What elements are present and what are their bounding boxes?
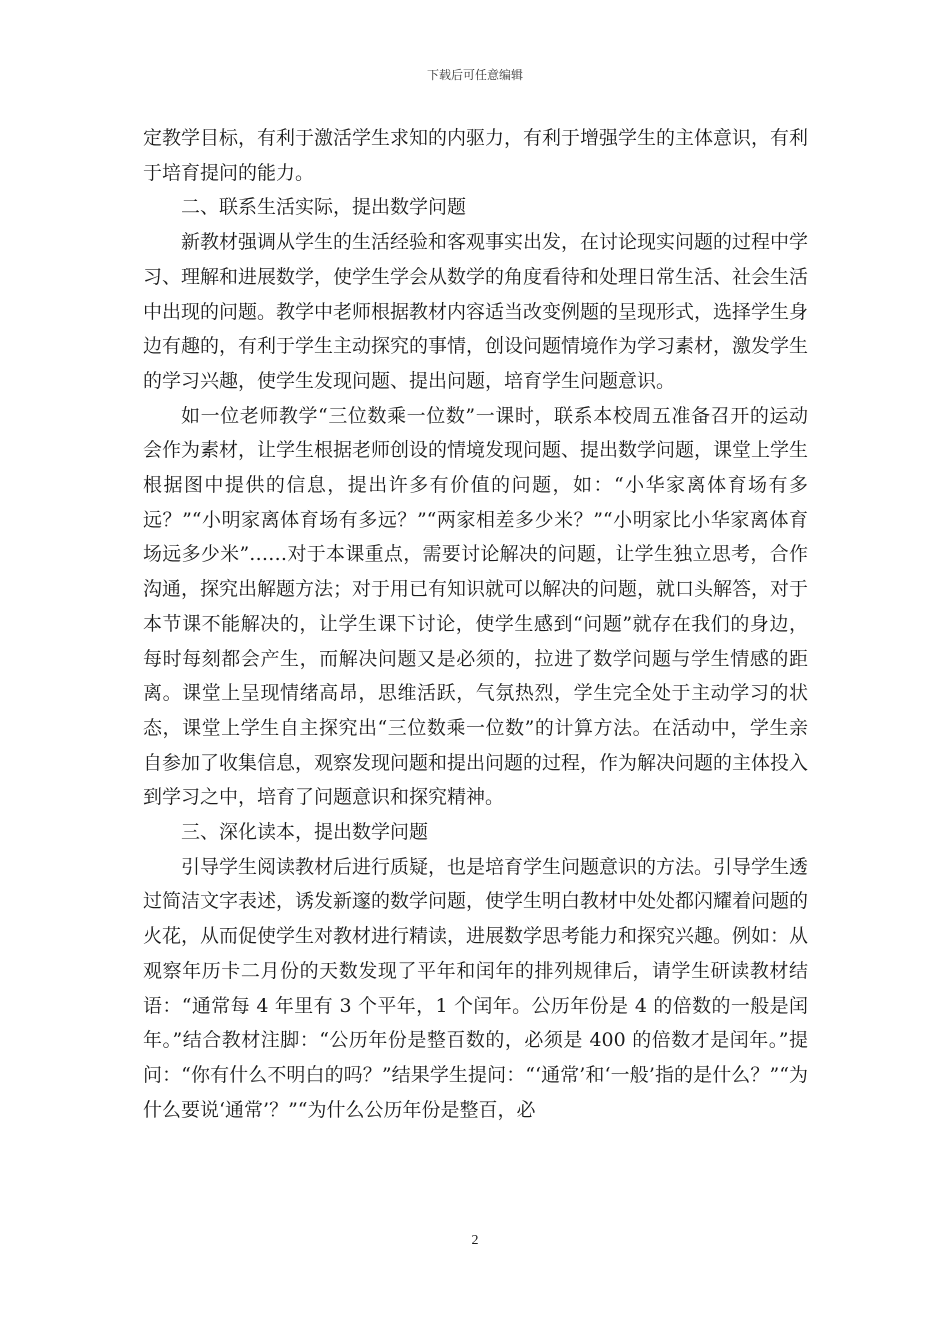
page-number: 2 bbox=[471, 1233, 479, 1248]
document-body bbox=[143, 121, 808, 1127]
page-header: 下载后可任意编辑 bbox=[426, 68, 523, 82]
section-heading: 二、联系生活实际，提出数学问题 bbox=[181, 196, 467, 219]
section-heading: 三、深化读本，提出数学问题 bbox=[181, 821, 429, 844]
paragraph: 引导学生阅读教材后进行质疑，也是培育学生问题意识的方法。引导学生透过简洁文字表述，诱发新邃的数学问题，使学生明白教材中处处都闪耀着问题的火花，从而促使学生对教材进行精读，进展数学思考能力和探究兴趣。例如：从观察年历卡二月份的天数发现了平年和闰年的排列规律后，请学生研读教材结语：“通常每 4 年里有 3 个平年，1 个闰年。公历年份是 4 的倍数的一般是闰年。”结合教材注脚：“公历年份是整百数的，必须是 400 的倍数才是闰年。”提问：“你有什么不明白的吗？”结果学生提问：“‘通常’和‘一般’指的是什么？”“为什么要说‘通常’？”“为什么公历年份是整百，必 bbox=[143, 855, 809, 1121]
paragraph: 如一位老师教学“三位数乘一位数”一课时，联系本校周五准备召开的运动会作为素材，让学生根据老师创设的情境发现问题、提出数学问题，课堂上学生根据图中提供的信息，提出许多有价值的问题，如：“小华家离体育场有多远？”“小明家离体育场有多远？”“两家相差多少米？”“小明家比小华家离体育场远多少米”……对于本课重点，需要讨论解决的问题，让学生独立思考，合作沟通，探究出解题方法；对于用已有知识就可以解决的问题，就口头解答，对于本节课不能解决的，让学生课下讨论，使学生感到“问题”就存在我们的身边，每时每刻都会产生，而解决问题又是必须的，拉进了数学问题与学生情感的距离。课堂上呈现情绪高昂，思维活跃，气氛热烈，学生完全处于主动学习的状态，课堂上学生自主探究出“三位数乘一位数”的计算方法。在活动中，学生亲自参加了收集信息，观察发现问题和提出问题的过程，作为解决问题的主体投入到学习之中，培育了问题意识和探究精神。 bbox=[143, 404, 809, 809]
paragraph-continuation: 定教学目标，有利于激活学生求知的内驱力，有利于增强学生的主体意识，有利于培育提问的能力。 bbox=[143, 127, 809, 184]
paragraph: 新教材强调从学生的生活经验和客观事实出发，在讨论现实问题的过程中学习、理解和进展数学，使学生学会从数学的角度看待和处理日常生活、社会生活中出现的问题。教学中老师根据教材内容适当改变例题的呈现形式，选择学生身边有趣的，有利于学生主动探究的事情，创设问题情境作为学习素材，激发学生的学习兴趣，使学生发现问题、提出问题，培育学生问题意识。 bbox=[143, 231, 809, 392]
